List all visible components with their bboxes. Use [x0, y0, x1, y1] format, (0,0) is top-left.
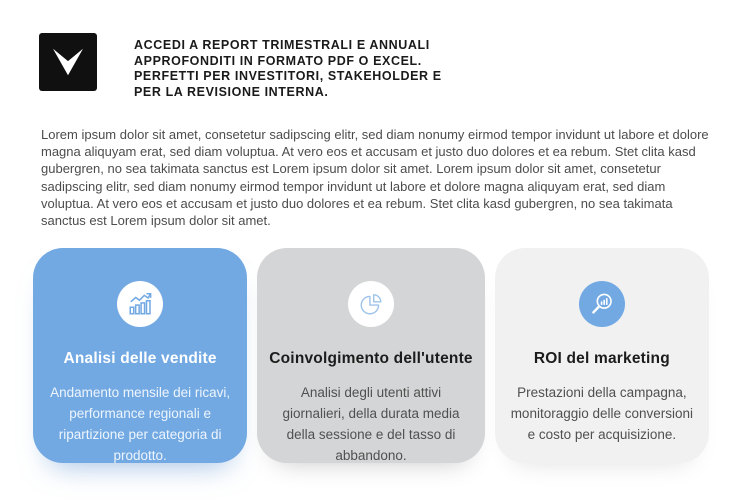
section-heading	[134, 38, 442, 100]
heading-line: APPROFONDITI IN FORMATO PDF O EXCEL.	[134, 53, 422, 68]
bar-chart-icon	[117, 281, 163, 327]
card-description: Andamento mensile dei ricavi, performance regionali e ripartizione per categoria di prodotto.	[50, 385, 231, 463]
card-user-engagement	[257, 248, 485, 463]
card-description: Prestazioni della campagna, monitoraggio delle conversioni e costo per acquisizione.	[510, 385, 694, 442]
down-arrow-dart-icon	[50, 47, 86, 77]
heading-line: PER LA REVISIONE INTERNA.	[134, 84, 329, 99]
card-marketing-roi	[495, 248, 709, 463]
heading-line: PERFETTI PER INVESTITORI, STAKEHOLDER E	[134, 69, 442, 83]
brand-logo	[39, 33, 97, 91]
card-title: ROI del marketing	[533, 350, 670, 367]
pie-chart-icon	[348, 281, 394, 327]
magnifier-icon-glyph	[589, 291, 615, 317]
heading-line: ACCEDI A REPORT TRIMESTRALI E ANNUALI	[134, 38, 430, 52]
bar-chart-icon-glyph	[127, 291, 153, 317]
magnifier-icon	[579, 281, 625, 327]
card-description: Analisi degli utenti attivi giornalieri, della durata media della sessione e del tasso di abbandono.	[282, 385, 460, 463]
card-title: Analisi delle vendite	[63, 350, 217, 367]
intro-paragraph: Lorem ipsum dolor sit amet, consetetur sadipscing elitr, sed diam nonumy eirmod tempor invidunt ut labore et dolore magna aliquyam erat, sed diam voluptua. At vero eos et accusam et justo duo dolores et ea rebum. Stet clita kasd gubergren, no sea takimata sanctus est Lorem ipsum dolor sit amet. Lorem ipsum dolor sit amet, consetetur sadipscing elitr, sed diam nonumy eirmod tempor invidunt ut labore et dolore magna aliquyam erat, sed diam voluptua. At vero eos et accusam et justo duo dolores et ea rebum. Stet clita kasd gubergren, no sea takimata sanctus est Lorem ipsum dolor sit amet.	[41, 127, 709, 229]
feature-cards	[33, 248, 709, 463]
card-title: Coinvolgimento dell'utente	[269, 350, 473, 367]
card-sales-analysis	[33, 248, 247, 463]
pie-chart-icon-glyph	[358, 291, 384, 317]
